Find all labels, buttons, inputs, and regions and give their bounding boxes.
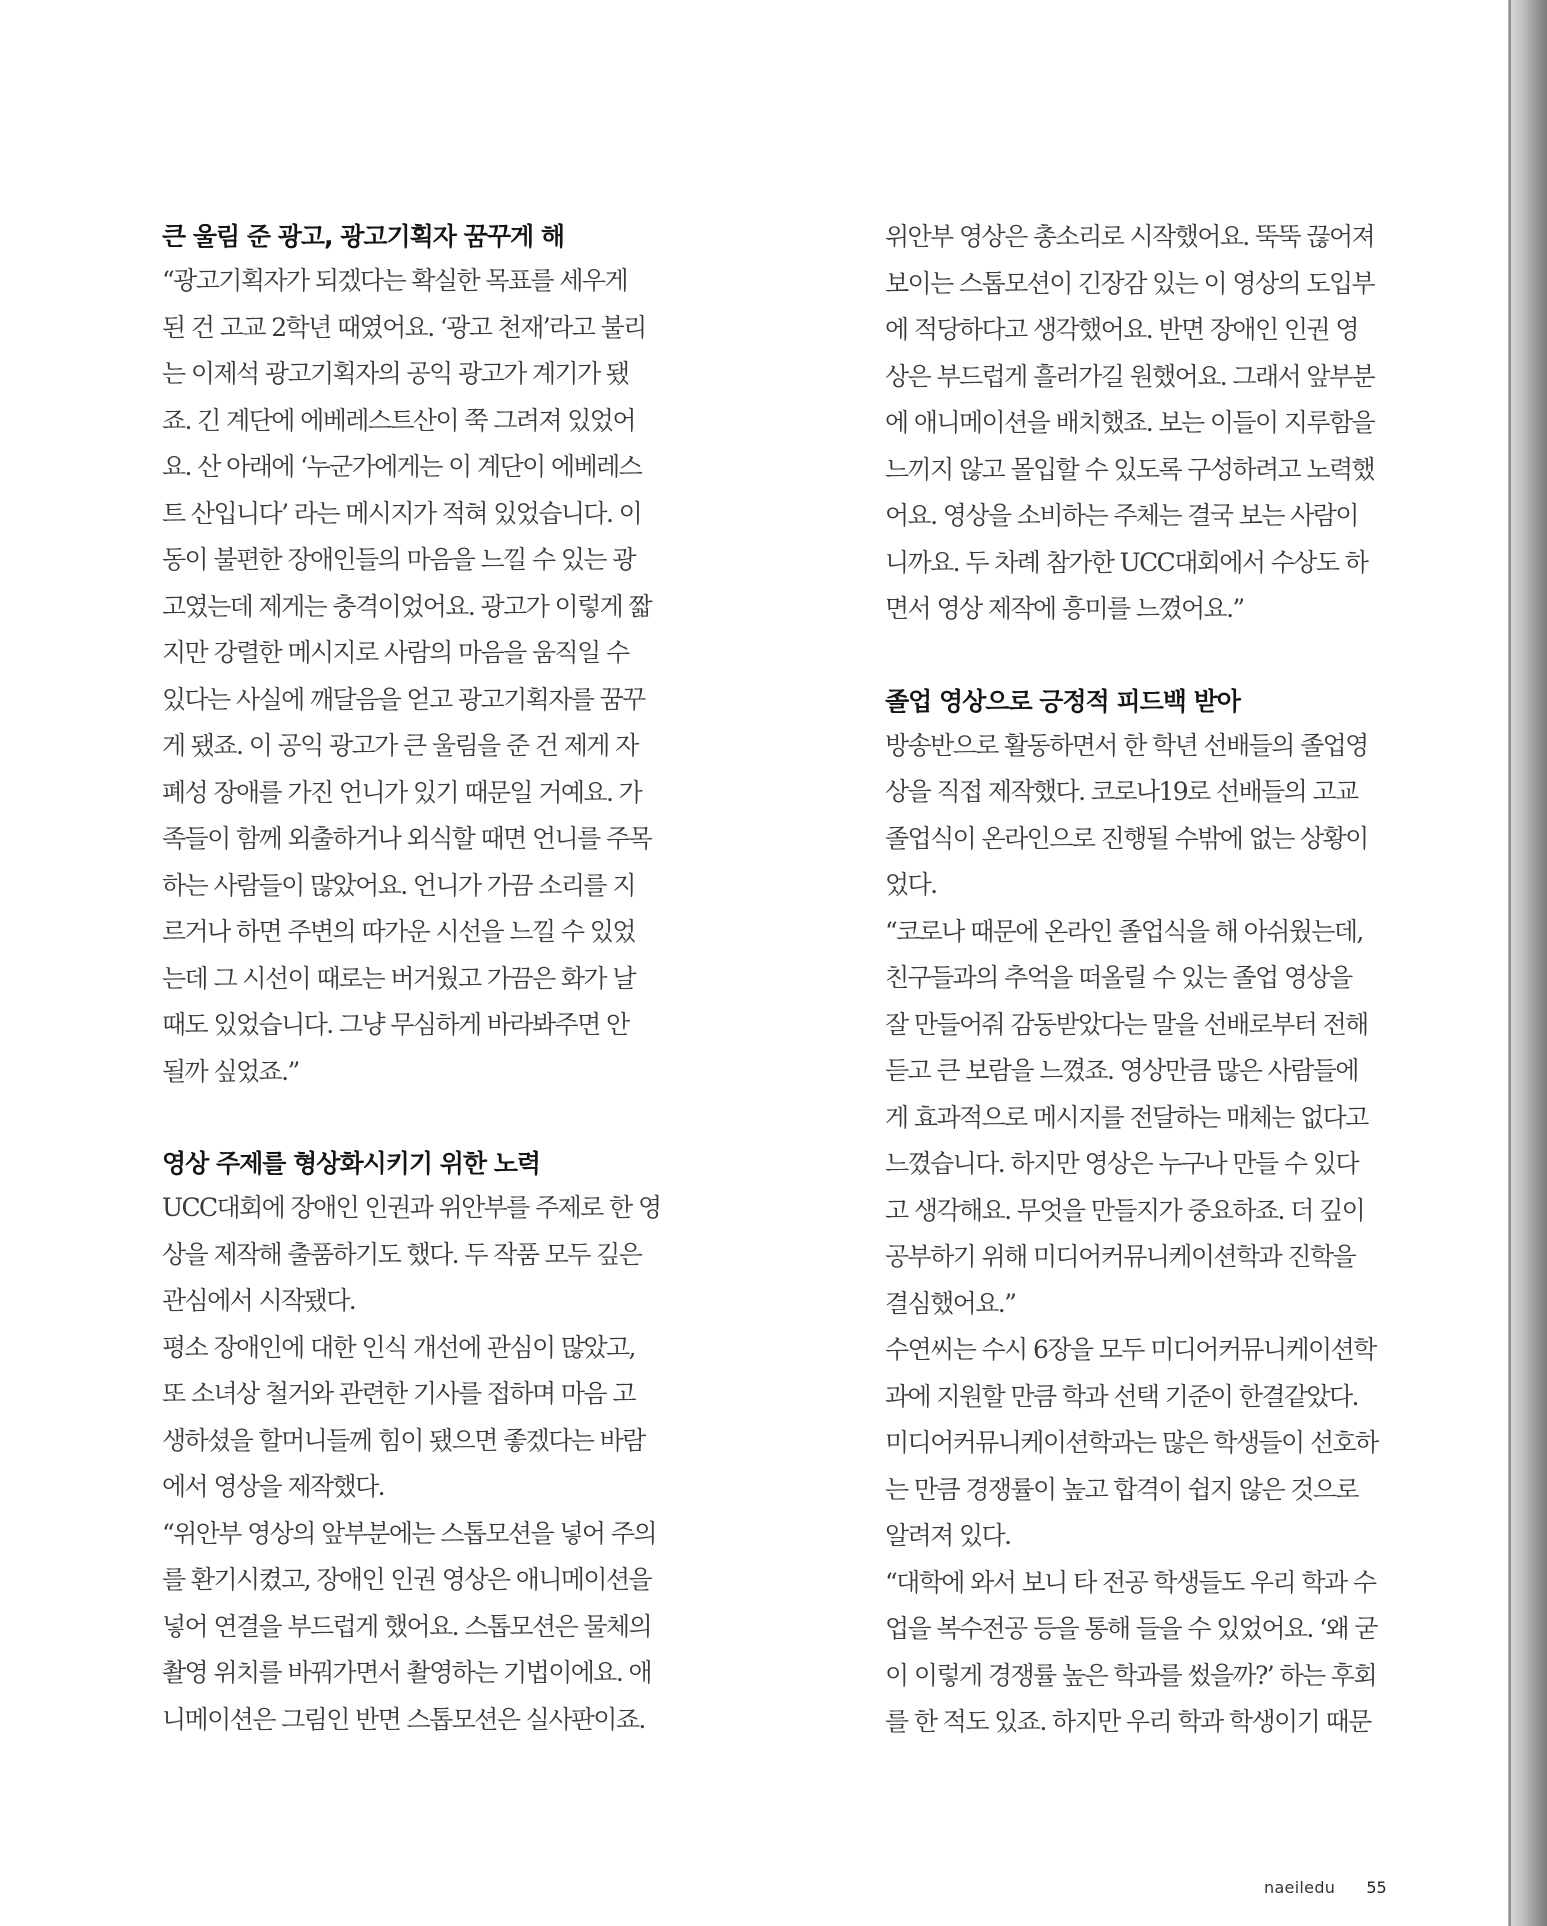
section-gap: [885, 633, 1410, 679]
text-line: 될까 싶었죠.”: [162, 1056, 299, 1086]
magazine-name: naeiledu: [1264, 1878, 1336, 1897]
text-line: “광고기획자가 되겠다는 확실한 목표를 세우게: [162, 266, 628, 295]
page-footer: [1264, 1878, 1387, 1897]
section-heading-ad-dream: 큰 울림 준 광고, 광고기획자 꿈꾸게 해: [162, 222, 564, 251]
text-line: 트 산입니다’ 라는 메시지가 적혀 있었습니다. 이: [162, 498, 642, 528]
text-line: 지만 강렬한 메시지로 사람의 마음을 움직일 수: [162, 638, 629, 667]
text-line: 상을 제작해 출품하기도 했다. 두 작품 모두 깊은: [162, 1239, 642, 1269]
text-line: 위안부 영상은 총소리로 시작했어요. 뚝뚝 끊어져: [885, 222, 1375, 251]
text-line: 를 환기시켰고, 장애인 인권 영상은 애니메이션을: [162, 1565, 652, 1594]
left-column: [162, 214, 687, 1743]
text-line: 된 건 고교 2학년 때였어요. ‘광고 천재’라고 불리: [162, 312, 646, 342]
text-line: 느끼지 않고 몰입할 수 있도록 구성하려고 노력했: [885, 454, 1375, 484]
text-line: 었다.: [885, 870, 937, 899]
text-line: “위안부 영상의 앞부분에는 스톱모션을 넣어 주의: [162, 1518, 656, 1548]
text-line: UCC대회에 장애인 인권과 위안부를 주제로 한 영: [162, 1193, 661, 1222]
text-line: 어요. 영상을 소비하는 주체는 결국 보는 사람이: [885, 501, 1358, 530]
text-line: 졸업식이 온라인으로 진행될 수밖에 없는 상황이: [885, 823, 1368, 853]
text-line: 보이는 스톱모션이 긴장감 있는 이 영상의 도입부: [885, 268, 1375, 298]
body-text-continued: [885, 214, 1410, 633]
text-line: 공부하기 위해 미디어커뮤니케이션학과 진학을: [885, 1242, 1356, 1271]
body-text-video-effort: [162, 1185, 687, 1743]
text-line: 느꼈습니다. 하지만 영상은 누구나 만들 수 있다: [885, 1149, 1358, 1178]
text-line: 동이 불편한 장애인들의 마음을 느낄 수 있는 광: [162, 545, 635, 574]
text-line: 생하셨을 할머니들께 힘이 됐으면 좋겠다는 바람: [162, 1425, 645, 1455]
text-line: 관심에서 시작됐다.: [162, 1286, 356, 1315]
section-heading-graduation-video: 졸업 영상으로 긍정적 피드백 받아: [885, 686, 1240, 716]
text-line: 촬영 위치를 바꿔가면서 촬영하는 기법이에요. 애: [162, 1658, 652, 1687]
text-line: 상을 직접 제작했다. 코로나19로 선배들의 고교: [885, 777, 1358, 806]
section-gap: [162, 1095, 687, 1141]
text-line: 미디어커뮤니케이션학과는 많은 학생들이 선호하: [885, 1428, 1378, 1457]
text-line: 수연씨는 수시 6장을 모두 미디어커뮤니케이션학: [885, 1335, 1376, 1364]
text-line: 상은 부드럽게 흘러가길 원했어요. 그래서 앞부분: [885, 361, 1375, 391]
text-line: “대학에 와서 보니 타 전공 학생들도 우리 학과 수: [885, 1567, 1376, 1597]
text-line: 업을 복수전공 등을 통해 들을 수 있었어요. ‘왜 굳: [885, 1614, 1377, 1643]
text-line: 에 애니메이션을 배치했죠. 보는 이들이 지루함을: [885, 408, 1375, 437]
body-text-ad-dream: [162, 258, 687, 1095]
section-heading-video-effort: 영상 주제를 형상화시키기 위한 노력: [162, 1149, 541, 1178]
text-line: 는 이제석 광고기획자의 공익 광고가 계기가 됐: [162, 359, 629, 388]
text-line: 넣어 연결을 부드럽게 했어요. 스톱모션은 물체의: [162, 1611, 652, 1641]
text-line: 죠. 긴 계단에 에베레스트산이 쭉 그려져 있었어: [162, 405, 635, 435]
text-line: 고였는데 제게는 충격이었어요. 광고가 이렇게 짧: [162, 591, 652, 621]
body-text-graduation-video: [885, 723, 1410, 1746]
text-line: 알려져 있다.: [885, 1521, 1011, 1550]
text-line: 친구들과의 추억을 떠올릴 수 있는 졸업 영상을: [885, 963, 1352, 992]
text-line: 게 됐죠. 이 공익 광고가 큰 울림을 준 건 제게 자: [162, 731, 638, 760]
text-line: 결심했어요.”: [885, 1288, 1016, 1318]
text-line: 듣고 큰 보람을 느꼈죠. 영상만큼 많은 사람들에: [885, 1056, 1358, 1085]
text-line: 면서 영상 제작에 흥미를 느꼈어요.”: [885, 594, 1244, 623]
text-line: 하는 사람들이 많았어요. 언니가 가끔 소리를 지: [162, 870, 635, 900]
text-line: 요. 산 아래에 ‘누군가에게는 이 계단이 에베레스: [162, 452, 642, 481]
page-stack-edge: [1509, 0, 1547, 1926]
text-line: 를 한 적도 있죠. 하지만 우리 학과 학생이기 때문: [885, 1707, 1371, 1736]
text-line: 고 생각해요. 무엇을 만들지가 중요하죠. 더 깊이: [885, 1195, 1365, 1225]
text-line: “코로나 때문에 온라인 졸업식을 해 아쉬웠는데,: [885, 916, 1363, 946]
text-line: 방송반으로 활동하면서 한 학년 선배들의 졸업영: [885, 730, 1368, 760]
text-line: 잘 만들어줘 감동받았다는 말을 선배로부터 전해: [885, 1009, 1368, 1039]
text-line: 는 만큼 경쟁률이 높고 합격이 쉽지 않은 것으로: [885, 1474, 1358, 1504]
page-number: 55: [1366, 1878, 1387, 1897]
text-line: 이 이렇게 경쟁률 높은 학과를 썼을까?’ 하는 후회: [885, 1660, 1377, 1690]
text-line: 게 효과적으로 메시지를 전달하는 매체는 없다고: [885, 1102, 1368, 1132]
text-line: 니메이션은 그림인 반면 스톱모션은 실사판이죠.: [162, 1704, 645, 1734]
text-line: 폐성 장애를 가진 언니가 있기 때문일 거예요. 가: [162, 777, 642, 807]
text-line: 르거나 하면 주변의 따가운 시선을 느낄 수 있었: [162, 917, 635, 946]
text-line: 니까요. 두 차례 참가한 UCC대회에서 수상도 하: [885, 547, 1368, 577]
right-column: [885, 214, 1410, 1746]
text-line: 에 적당하다고 생각했어요. 반면 장애인 인권 영: [885, 315, 1358, 344]
text-line: 평소 장애인에 대한 인식 개선에 관심이 많았고,: [162, 1332, 635, 1362]
text-line: 또 소녀상 철거와 관련한 기사를 접하며 마음 고: [162, 1379, 635, 1408]
text-line: 때도 있었습니다. 그냥 무심하게 바라봐주면 안: [162, 1010, 629, 1039]
text-line: 에서 영상을 제작했다.: [162, 1472, 384, 1501]
text-line: 과에 지원할 만큼 학과 선택 기준이 한결같았다.: [885, 1381, 1358, 1411]
text-line: 는데 그 시선이 때로는 버거웠고 가끔은 화가 날: [162, 963, 635, 993]
text-line: 있다는 사실에 깨달음을 얻고 광고기획자를 꿈꾸: [162, 684, 645, 714]
text-line: 족들이 함께 외출하거나 외식할 때면 언니를 주목: [162, 824, 652, 853]
